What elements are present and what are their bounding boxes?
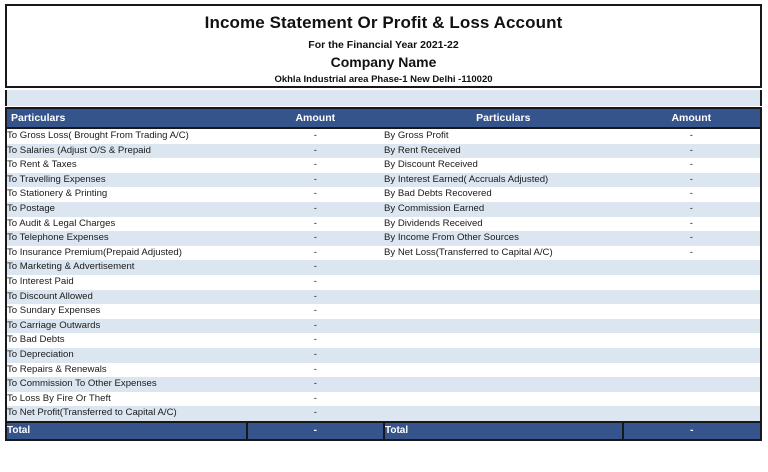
row-debit-particulars[interactable]: To Depreciation	[6, 348, 247, 363]
row-debit-particulars[interactable]: To Bad Debts	[6, 333, 247, 348]
table-header-row	[6, 108, 761, 128]
table-row[interactable]	[6, 202, 761, 217]
row-debit-amount[interactable]: -	[247, 275, 384, 290]
table-row[interactable]	[6, 406, 761, 422]
row-credit-particulars[interactable]	[384, 290, 623, 305]
table-body	[6, 128, 761, 422]
row-debit-amount[interactable]: -	[247, 246, 384, 261]
row-debit-amount[interactable]: -	[247, 377, 384, 392]
row-credit-particulars[interactable]	[384, 348, 623, 363]
total-debit-label: Total	[6, 422, 247, 440]
document-header-box	[5, 4, 762, 88]
row-credit-particulars[interactable]	[384, 392, 623, 407]
financial-year-label: For the Financial Year 2021-22	[308, 39, 459, 52]
row-credit-particulars[interactable]: By Rent Received	[384, 144, 623, 159]
row-debit-amount[interactable]: -	[247, 392, 384, 407]
row-credit-particulars[interactable]: By Dividends Received	[384, 217, 623, 232]
row-credit-particulars[interactable]	[384, 319, 623, 334]
row-credit-particulars[interactable]: By Interest Earned( Accruals Adjusted)	[384, 173, 623, 188]
row-debit-amount[interactable]: -	[247, 406, 384, 422]
row-debit-particulars[interactable]: To Telephone Expenses	[6, 231, 247, 246]
row-credit-amount[interactable]	[623, 392, 761, 407]
row-credit-amount[interactable]: -	[623, 128, 761, 144]
page-title: Income Statement Or Profit & Loss Account	[204, 13, 563, 32]
row-debit-amount[interactable]: -	[247, 304, 384, 319]
table-row[interactable]	[6, 363, 761, 378]
row-debit-particulars[interactable]: To Net Profit(Transferred to Capital A/C)	[6, 406, 247, 422]
total-credit-amount: -	[623, 422, 761, 440]
row-credit-particulars[interactable]	[384, 406, 623, 422]
row-debit-amount[interactable]: -	[247, 158, 384, 173]
company-name-label: Company Name	[330, 53, 437, 70]
row-credit-particulars[interactable]: By Commission Earned	[384, 202, 623, 217]
row-credit-amount[interactable]	[623, 319, 761, 334]
row-credit-particulars[interactable]	[384, 377, 623, 392]
row-debit-particulars[interactable]: To Insurance Premium(Prepaid Adjusted)	[6, 246, 247, 261]
row-debit-amount[interactable]: -	[247, 128, 384, 144]
total-credit-label: Total	[384, 422, 623, 440]
row-credit-amount[interactable]	[623, 348, 761, 363]
column-header-credit-amount: Amount	[623, 108, 761, 128]
profit-and-loss-table	[5, 107, 762, 441]
table-row[interactable]	[6, 348, 761, 363]
table-row[interactable]	[6, 128, 761, 144]
row-debit-amount[interactable]: -	[247, 217, 384, 232]
row-debit-amount[interactable]: -	[247, 231, 384, 246]
row-debit-amount[interactable]: -	[247, 363, 384, 378]
row-debit-particulars[interactable]: To Marketing & Advertisement	[6, 260, 247, 275]
row-credit-amount[interactable]	[623, 377, 761, 392]
row-debit-particulars[interactable]: To Audit & Legal Charges	[6, 217, 247, 232]
row-credit-amount[interactable]: -	[623, 158, 761, 173]
row-debit-amount[interactable]: -	[247, 187, 384, 202]
table-row[interactable]	[6, 275, 761, 290]
row-debit-amount[interactable]: -	[247, 202, 384, 217]
row-credit-particulars[interactable]	[384, 333, 623, 348]
table-row[interactable]	[6, 187, 761, 202]
row-credit-amount[interactable]	[623, 304, 761, 319]
row-debit-particulars[interactable]: To Rent & Taxes	[6, 158, 247, 173]
row-credit-amount[interactable]: -	[623, 144, 761, 159]
row-credit-particulars[interactable]: By Discount Received	[384, 158, 623, 173]
row-debit-particulars[interactable]: To Carriage Outwards	[6, 319, 247, 334]
table-row[interactable]	[6, 290, 761, 305]
separator-band	[5, 90, 762, 106]
row-credit-particulars[interactable]: By Income From Other Sources	[384, 231, 623, 246]
row-credit-amount[interactable]	[623, 333, 761, 348]
row-debit-amount[interactable]: -	[247, 290, 384, 305]
table-row[interactable]	[6, 217, 761, 232]
table-row[interactable]	[6, 377, 761, 392]
table-row[interactable]	[6, 173, 761, 188]
company-address-label: Okhla Industrial area Phase-1 New Delhi -110020	[274, 73, 493, 85]
row-credit-amount[interactable]	[623, 363, 761, 378]
table-row[interactable]	[6, 246, 761, 261]
row-debit-particulars[interactable]: To Discount Allowed	[6, 290, 247, 305]
column-header-credit-particulars: Particulars	[384, 108, 623, 128]
table-row[interactable]	[6, 333, 761, 348]
row-credit-amount[interactable]	[623, 275, 761, 290]
row-credit-particulars[interactable]: By Bad Debts Recovered	[384, 187, 623, 202]
table-row[interactable]	[6, 319, 761, 334]
table-row[interactable]	[6, 158, 761, 173]
row-credit-particulars[interactable]	[384, 304, 623, 319]
total-debit-amount: -	[247, 422, 384, 440]
row-credit-amount[interactable]: -	[623, 217, 761, 232]
row-debit-particulars[interactable]: To Gross Loss( Brought From Trading A/C)	[6, 128, 247, 144]
row-credit-amount[interactable]: -	[623, 202, 761, 217]
table-row[interactable]	[6, 392, 761, 407]
row-debit-particulars[interactable]: To Postage	[6, 202, 247, 217]
row-debit-particulars[interactable]: To Loss By Fire Or Theft	[6, 392, 247, 407]
row-credit-particulars[interactable]	[384, 275, 623, 290]
row-debit-amount[interactable]: -	[247, 144, 384, 159]
column-header-debit-particulars: Particulars	[6, 108, 247, 128]
row-debit-particulars[interactable]: To Sundary Expenses	[6, 304, 247, 319]
row-debit-amount[interactable]: -	[247, 260, 384, 275]
table-row[interactable]	[6, 231, 761, 246]
row-credit-particulars[interactable]	[384, 260, 623, 275]
row-debit-amount[interactable]: -	[247, 333, 384, 348]
column-header-debit-amount: Amount	[247, 108, 384, 128]
row-credit-particulars[interactable]: By Net Loss(Transferred to Capital A/C)	[384, 246, 623, 261]
row-credit-particulars[interactable]: By Gross Profit	[384, 128, 623, 144]
row-credit-amount[interactable]: -	[623, 187, 761, 202]
row-credit-particulars[interactable]	[384, 363, 623, 378]
row-credit-amount[interactable]: -	[623, 173, 761, 188]
row-debit-particulars[interactable]: To Interest Paid	[6, 275, 247, 290]
row-debit-particulars[interactable]: To Commission To Other Expenses	[6, 377, 247, 392]
row-debit-particulars[interactable]: To Salaries (Adjust O/S & Prepaid	[6, 144, 247, 159]
row-credit-amount[interactable]: -	[623, 231, 761, 246]
row-credit-amount[interactable]	[623, 290, 761, 305]
row-debit-particulars[interactable]: To Stationery & Printing	[6, 187, 247, 202]
row-debit-amount[interactable]: -	[247, 348, 384, 363]
table-row[interactable]	[6, 144, 761, 159]
row-debit-amount[interactable]: -	[247, 173, 384, 188]
row-debit-amount[interactable]: -	[247, 319, 384, 334]
row-credit-amount[interactable]	[623, 406, 761, 422]
table-row[interactable]	[6, 260, 761, 275]
row-credit-amount[interactable]	[623, 260, 761, 275]
row-credit-amount[interactable]: -	[623, 246, 761, 261]
row-debit-particulars[interactable]: To Travelling Expenses	[6, 173, 247, 188]
row-debit-particulars[interactable]: To Repairs & Renewals	[6, 363, 247, 378]
table-row[interactable]	[6, 304, 761, 319]
table-total-row	[6, 422, 761, 440]
